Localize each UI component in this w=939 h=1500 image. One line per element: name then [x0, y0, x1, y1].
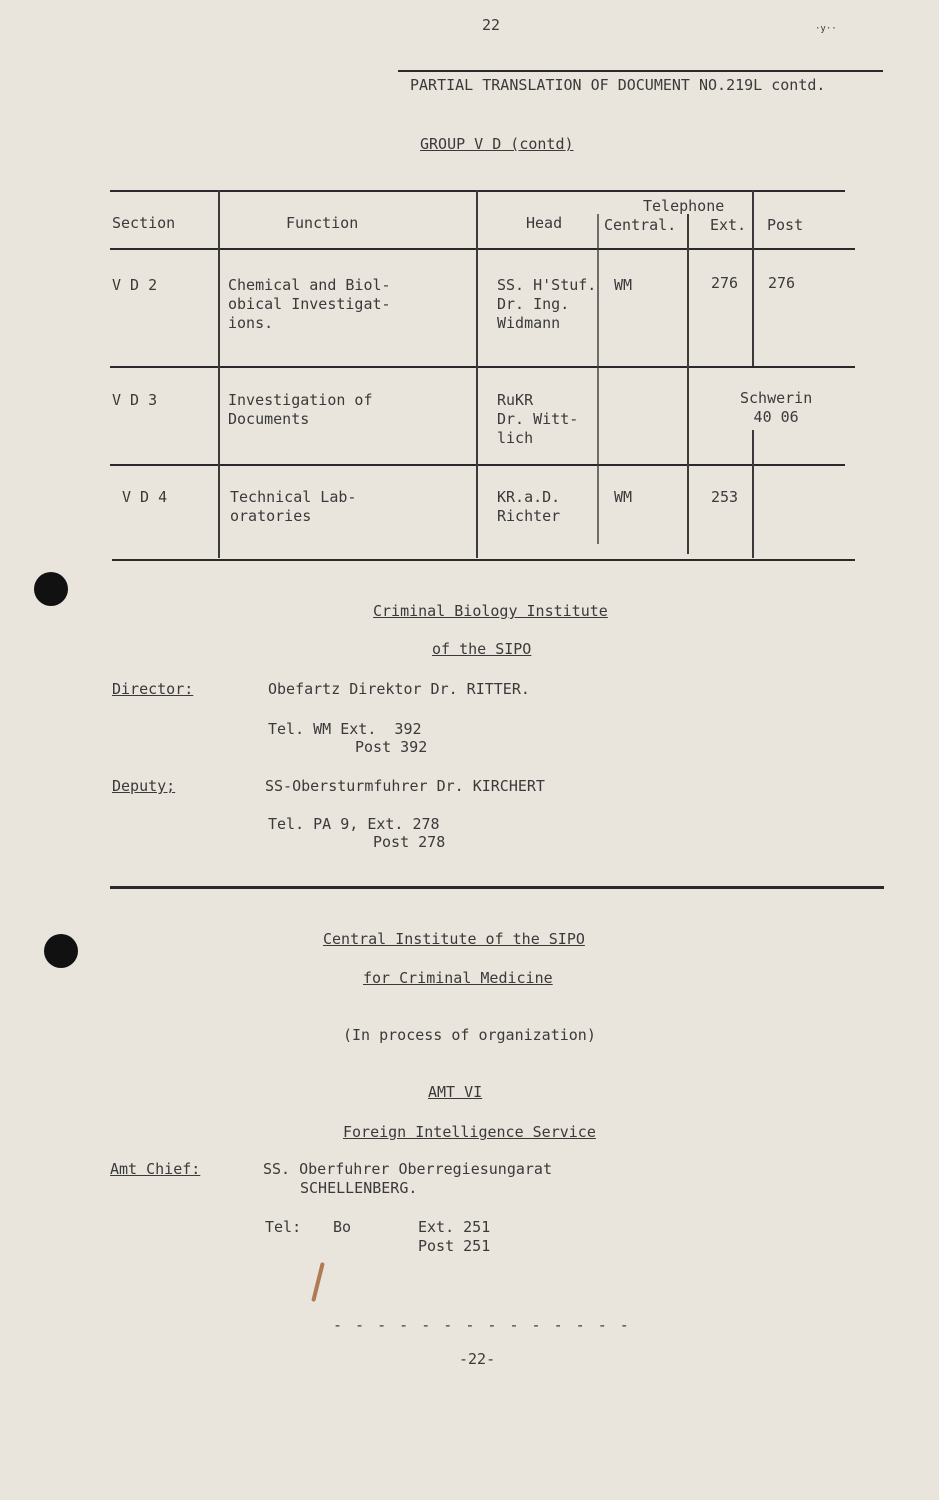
- group-title: GROUP V D (contd): [420, 135, 574, 153]
- dashed-rule: - - - - - - - - - - - - - -: [333, 1316, 631, 1334]
- institute2-title-line2: for Criminal Medicine: [363, 969, 553, 987]
- table-row-1-function: Chemical and Biol- obical Investigat- ions.: [228, 276, 391, 332]
- header-ext: Ext.: [710, 216, 747, 234]
- amt-tel-label: Tel:: [265, 1218, 302, 1236]
- amt-title: AMT VI: [428, 1083, 483, 1101]
- header-central: Central.: [604, 216, 677, 234]
- page-number-top: 22: [482, 16, 501, 34]
- table-row-1-post: 276: [768, 274, 796, 292]
- director-tel: Tel. WM Ext. 392: [268, 720, 422, 738]
- header-rule: [398, 70, 883, 72]
- corner-mark: ·y··: [815, 24, 837, 34]
- header-head: Head: [526, 214, 563, 232]
- header-section: Section: [112, 214, 176, 232]
- table-row-2-post: Schwerin 40 06: [740, 389, 813, 426]
- amt-chief-name-line2: SCHELLENBERG.: [300, 1179, 418, 1197]
- amt-subtitle: Foreign Intelligence Service: [343, 1123, 596, 1141]
- table-row-2-section: V D 3: [112, 391, 158, 409]
- deputy-tel: Tel. PA 9, Ext. 278: [268, 815, 440, 833]
- amt-chief-label: Amt Chief:: [110, 1160, 201, 1178]
- amt-tel-post: Post 251: [418, 1237, 491, 1255]
- header-function: Function: [286, 214, 359, 232]
- amt-tel-central: Bo: [333, 1218, 352, 1236]
- deputy-name: SS-Obersturmfuhrer Dr. KIRCHERT: [265, 777, 545, 795]
- table-row-1-central: WM: [614, 276, 633, 294]
- director-name: Obefartz Direktor Dr. RITTER.: [268, 680, 530, 698]
- amt-tel-ext: Ext. 251: [418, 1218, 491, 1236]
- table-row-2-function: Investigation of Documents: [228, 391, 373, 428]
- institute2-title-line1: Central Institute of the SIPO: [323, 930, 585, 948]
- deputy-label: Deputy;: [112, 777, 176, 795]
- header-post: Post: [767, 216, 804, 234]
- table-row-3-central: WM: [614, 488, 633, 506]
- director-label: Director:: [112, 680, 194, 698]
- section-divider: [110, 886, 884, 889]
- table-row-1-section: V D 2: [112, 276, 158, 294]
- table-row-3-function: Technical Lab- oratories: [230, 488, 357, 525]
- header-title: PARTIAL TRANSLATION OF DOCUMENT NO.219L contd.: [410, 76, 826, 94]
- pencil-mark: [311, 1262, 325, 1302]
- director-post: Post 392: [355, 738, 428, 756]
- table-row-3-head: KR.a.D. Richter: [497, 488, 561, 525]
- institute2-note: (In process of organization): [343, 1026, 596, 1044]
- deputy-post: Post 278: [373, 833, 446, 851]
- punch-hole: [44, 934, 78, 968]
- table-row-1-head: SS. H'Stuf. Dr. Ing. Widmann: [497, 276, 597, 332]
- institute1-title-line1: Criminal Biology Institute: [373, 602, 608, 620]
- table-row-1-ext: 276: [711, 274, 739, 292]
- amt-chief-name-line1: SS. Oberfuhrer Oberregiesungarat: [263, 1160, 552, 1178]
- header-telephone: Telephone: [643, 197, 725, 215]
- table-row-3-section: V D 4: [122, 488, 168, 506]
- table-row-3-ext: 253: [711, 488, 739, 506]
- page-number-bottom: -22-: [459, 1350, 496, 1368]
- punch-hole: [34, 572, 68, 606]
- institute1-title-line2: of the SIPO: [432, 640, 532, 658]
- table-row-2-head: RuKR Dr. Witt- lich: [497, 391, 579, 447]
